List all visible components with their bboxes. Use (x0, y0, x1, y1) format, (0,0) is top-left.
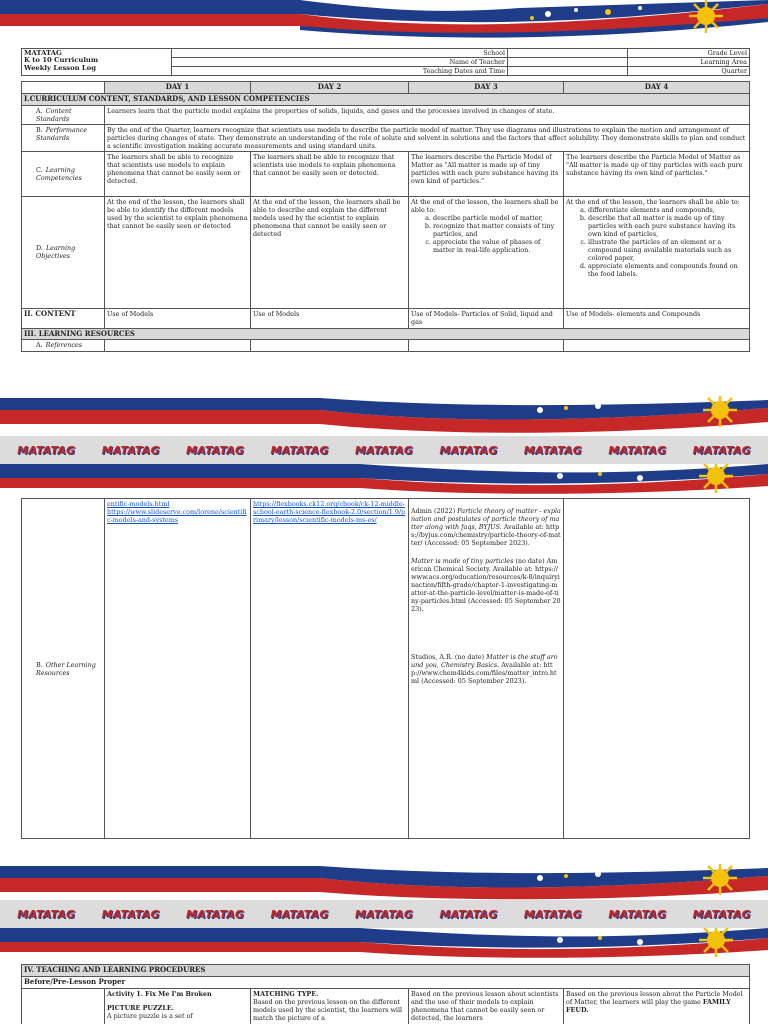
procedure-day-4 (564, 988, 750, 1024)
ref-source: Available at: https://byjus.com/chemistry/particle-theory-of-matter/ (Accessed: 05 September 2023). (411, 523, 561, 547)
ref-source: (no date) American Chemical Society. Available at: https://www.acs.org/education/resources/k-8/inquiryinaction/fifth-grade/chapter-1-investigating-matter-at-the-particle-level/matter-is-made-of-tiny-particles.html (Accessed: 05 September 2023). (411, 557, 561, 613)
teacher-field[interactable] (508, 58, 628, 67)
competencies-label (22, 151, 105, 196)
objective-day-3 (409, 196, 564, 308)
content-day-2: Use of Models (251, 308, 409, 328)
reference-entry (411, 507, 561, 547)
procedure-label (22, 988, 105, 1024)
dates-field[interactable] (508, 67, 628, 76)
label-letter: A. (36, 106, 43, 115)
label-text: Content Standards (36, 106, 72, 123)
label-text: References (45, 341, 82, 350)
school-label: School (172, 49, 508, 58)
references-label (22, 340, 105, 352)
banner-2 (0, 396, 768, 434)
activity-subtitle: PICTURE PUZZLE. (107, 1003, 174, 1012)
resources-day-4 (564, 499, 750, 839)
performance-standards-label (22, 124, 105, 151)
resource-link[interactable]: entific-models.html (107, 500, 170, 508)
matatag-logo: MATATAG (101, 443, 160, 457)
objective-item: a. differentiate elements and compounds, (588, 206, 747, 214)
title-line-3: Weekly Lesson Log (24, 63, 96, 72)
activity-text: A picture puzzle is a set of (107, 1011, 193, 1020)
competency-day-4: The learners describe the Particle Model of Matter as "All matter is made up of tiny particles with each pure substance having its own kind of particles." (564, 151, 750, 196)
objective-item: c. appreciate the value of phases of matter in real-life application. (433, 238, 561, 254)
matatag-logo: MATATAG (17, 907, 76, 921)
area-label: Learning Area (628, 58, 750, 67)
matatag-logo: MATATAG (523, 907, 582, 921)
teacher-label: Name of Teacher (172, 58, 508, 67)
section-2-title: II. CONTENT (22, 308, 105, 328)
activity-title: Activity 1. Fix Me I'm Broken (107, 989, 212, 998)
title-line-2: K to 10 Curriculum (24, 56, 99, 65)
matatag-logo-strip (0, 900, 768, 928)
top-banner (0, 0, 768, 38)
matatag-logo: MATATAG (439, 443, 498, 457)
ref-day-3 (409, 340, 564, 352)
matatag-logo: MATATAG (186, 443, 245, 457)
title-line-1: MATATAG (24, 49, 62, 57)
reference-entry (411, 557, 561, 613)
objective-day-1: At the end of the lesson, the learners shall be able to identify the different models used by the scientist to explain phenomena that cannot be easily seen or detected (105, 196, 251, 308)
label-letter: D. (36, 244, 43, 252)
ref-source: Available at: http://www.chem4kids.com/files/matter_intro.html (Accessed: 05 September 2023). (411, 661, 557, 685)
activity-text: Based on the previous lesson on the different models used by the scientist, the learners will match the picture of a (253, 997, 403, 1022)
objective-day-2: At the end of the lesson, the learners shall be able to describe and explain the different models used by the scientist to explain phenomena that cannot be easily seen or detected (251, 196, 409, 308)
matatag-logo: MATATAG (270, 907, 329, 921)
resources-day-2 (251, 499, 409, 839)
section-4-title: IV. TEACHING AND LEARNING PROCEDURES (22, 965, 750, 977)
objectives-label (22, 196, 105, 308)
matatag-logo: MATATAG (270, 443, 329, 457)
label-text: Learning Competencies (36, 165, 82, 182)
resources-day-1 (105, 499, 251, 839)
performance-standards-text: By the end of the Quarter, learners recognize that scientists use models to describe the particle model of matter. They use diagrams and illustrations to explain the motion and arrangement of particles during changes of state. They demonstrate an understanding of the role of solute and solvent in solutions and the factors that affect solubility. They demonstrate skills to plan and conduct a scientific investigation making accurate measurements and using standard units. (105, 124, 750, 151)
ref-title: Particle theory of matter - explanation and postulates of particle theory of matter along with faqs, BYJUS. (411, 507, 561, 531)
ref-day-1 (105, 340, 251, 352)
pre-lesson-heading: Before/Pre-Lesson Proper (22, 976, 750, 988)
lesson-log-table (21, 81, 750, 352)
resources-table (21, 498, 750, 839)
banner-2-lower (0, 464, 768, 498)
objective-intro: At the end of the lesson, the learners shall be able to: (411, 197, 559, 214)
objective-day-4 (564, 196, 750, 308)
resources-day-3 (409, 499, 564, 839)
content-day-1: Use of Models (105, 308, 251, 328)
activity-title: MATCHING TYPE. (253, 989, 319, 998)
banner-3 (0, 864, 768, 900)
grade-label: Grade Level (628, 49, 750, 58)
competency-day-3: The learners describe the Particle Model of Matter as "All matter is made up of tiny particles with each pure substance having its own kind of particles." (409, 151, 564, 196)
banner-3-lower (0, 928, 768, 962)
day-header-3: DAY 3 (409, 82, 564, 94)
competency-day-1: The learners shall be able to recognize that scientists use models to explain phenomena that cannot be easily seen or detected. (105, 151, 251, 196)
procedure-day-2 (251, 988, 409, 1024)
reference-entry (411, 653, 561, 685)
ref-author: Studios, A.R. (no date) (411, 653, 487, 661)
label-text: Learning Objectives (36, 244, 76, 260)
game-name: FAMILY FEUD. (566, 997, 731, 1014)
matatag-logo: MATATAG (608, 907, 667, 921)
matatag-logo: MATATAG (354, 443, 414, 457)
ref-title: Matter is the stuff around you, Chemistry Basics. (411, 653, 558, 669)
content-day-4: Use of Models- elements and Compounds (564, 308, 750, 328)
label-text: Performance Standards (36, 125, 88, 142)
matatag-logo: MATATAG (523, 443, 582, 457)
label-letter: C. (36, 165, 43, 174)
quarter-label: Quarter (628, 67, 750, 76)
other-resources-label (22, 499, 105, 839)
competency-day-2: The learners shall be able to recognize that scientists use models to explain phenomena that cannot be easily seen or detected. (251, 151, 409, 196)
matatag-logo: MATATAG (17, 443, 76, 457)
section-3-title: III. LEARNING RESOURCES (22, 328, 750, 340)
objective-item: a. describe particle model of matter, (433, 214, 561, 222)
matatag-logo-strip (0, 436, 768, 464)
procedure-day-1 (105, 988, 251, 1024)
label-text: Other Learning Resources (36, 660, 96, 677)
section-1-title: I.CURRICULUM CONTENT, STANDARDS, AND LESSON COMPETENCIES (22, 93, 750, 105)
label-letter: A. (36, 341, 43, 350)
content-standards-label (22, 105, 105, 124)
day-header-1: DAY 1 (105, 82, 251, 94)
matatag-logo: MATATAG (186, 907, 245, 921)
procedures-table (21, 964, 750, 1024)
resource-link[interactable]: https://www.slideserve.com/lorene/scientific-models-and-systems (107, 508, 247, 524)
lesson-log-header (21, 48, 750, 76)
matatag-logo: MATATAG (101, 907, 160, 921)
procedure-day-3: Based on the previous lesson about scientists and the use of their models to explain phenomena that cannot be easily seen or detected, the learners (409, 988, 564, 1024)
school-field[interactable] (508, 49, 628, 58)
matatag-logo: MATATAG (692, 907, 751, 921)
objective-item: d. appreciate elements and compounds found on the food labels. (588, 262, 747, 278)
content-standards-text: Learners learn that the particle model explains the properties of solids, liquids, and gases and the processes involved in changes of state. (105, 105, 750, 124)
day-header-4: DAY 4 (564, 82, 750, 94)
matatag-logo: MATATAG (354, 907, 414, 921)
objective-item: b. recognize that matter consists of tiny particles, and (433, 222, 561, 238)
day-header-2: DAY 2 (251, 82, 409, 94)
ref-day-2 (251, 340, 409, 352)
log-title (22, 49, 172, 76)
objective-item: b. describe that all matter is made up of tiny particles with each pure substance having its own kind of particles, (588, 214, 747, 238)
label-letter: B. (36, 660, 43, 669)
dates-label: Teaching Dates and Time (172, 67, 508, 76)
resource-link[interactable]: https://flexbooks.ck12.org/cbook/ck-12-middle-school-earth-science-flexbook-2.0/section/1.9/primary/lesson/scientific-models-ms-es/ (253, 500, 406, 524)
ref-day-4 (564, 340, 750, 352)
label-letter: B. (36, 125, 43, 134)
matatag-logo: MATATAG (692, 443, 751, 457)
ref-author: Admin (2022) (411, 507, 458, 515)
ref-title: Matter is made of tiny particles (411, 557, 514, 565)
activity-text: Based on the previous lesson about the Particle Model of Matter, the learners will play the game (566, 989, 743, 1006)
matatag-logo: MATATAG (608, 443, 667, 457)
objective-intro: At the end of the lesson, the learners shall be able to: (566, 197, 740, 206)
matatag-logo: MATATAG (439, 907, 498, 921)
day-header-blank (22, 82, 105, 94)
content-day-3: Use of Models- Particles of Solid, liquid and gas (409, 308, 564, 328)
objective-item: c. illustrate the particles of an element or a compound using available materials such as colored paper, (588, 238, 747, 262)
